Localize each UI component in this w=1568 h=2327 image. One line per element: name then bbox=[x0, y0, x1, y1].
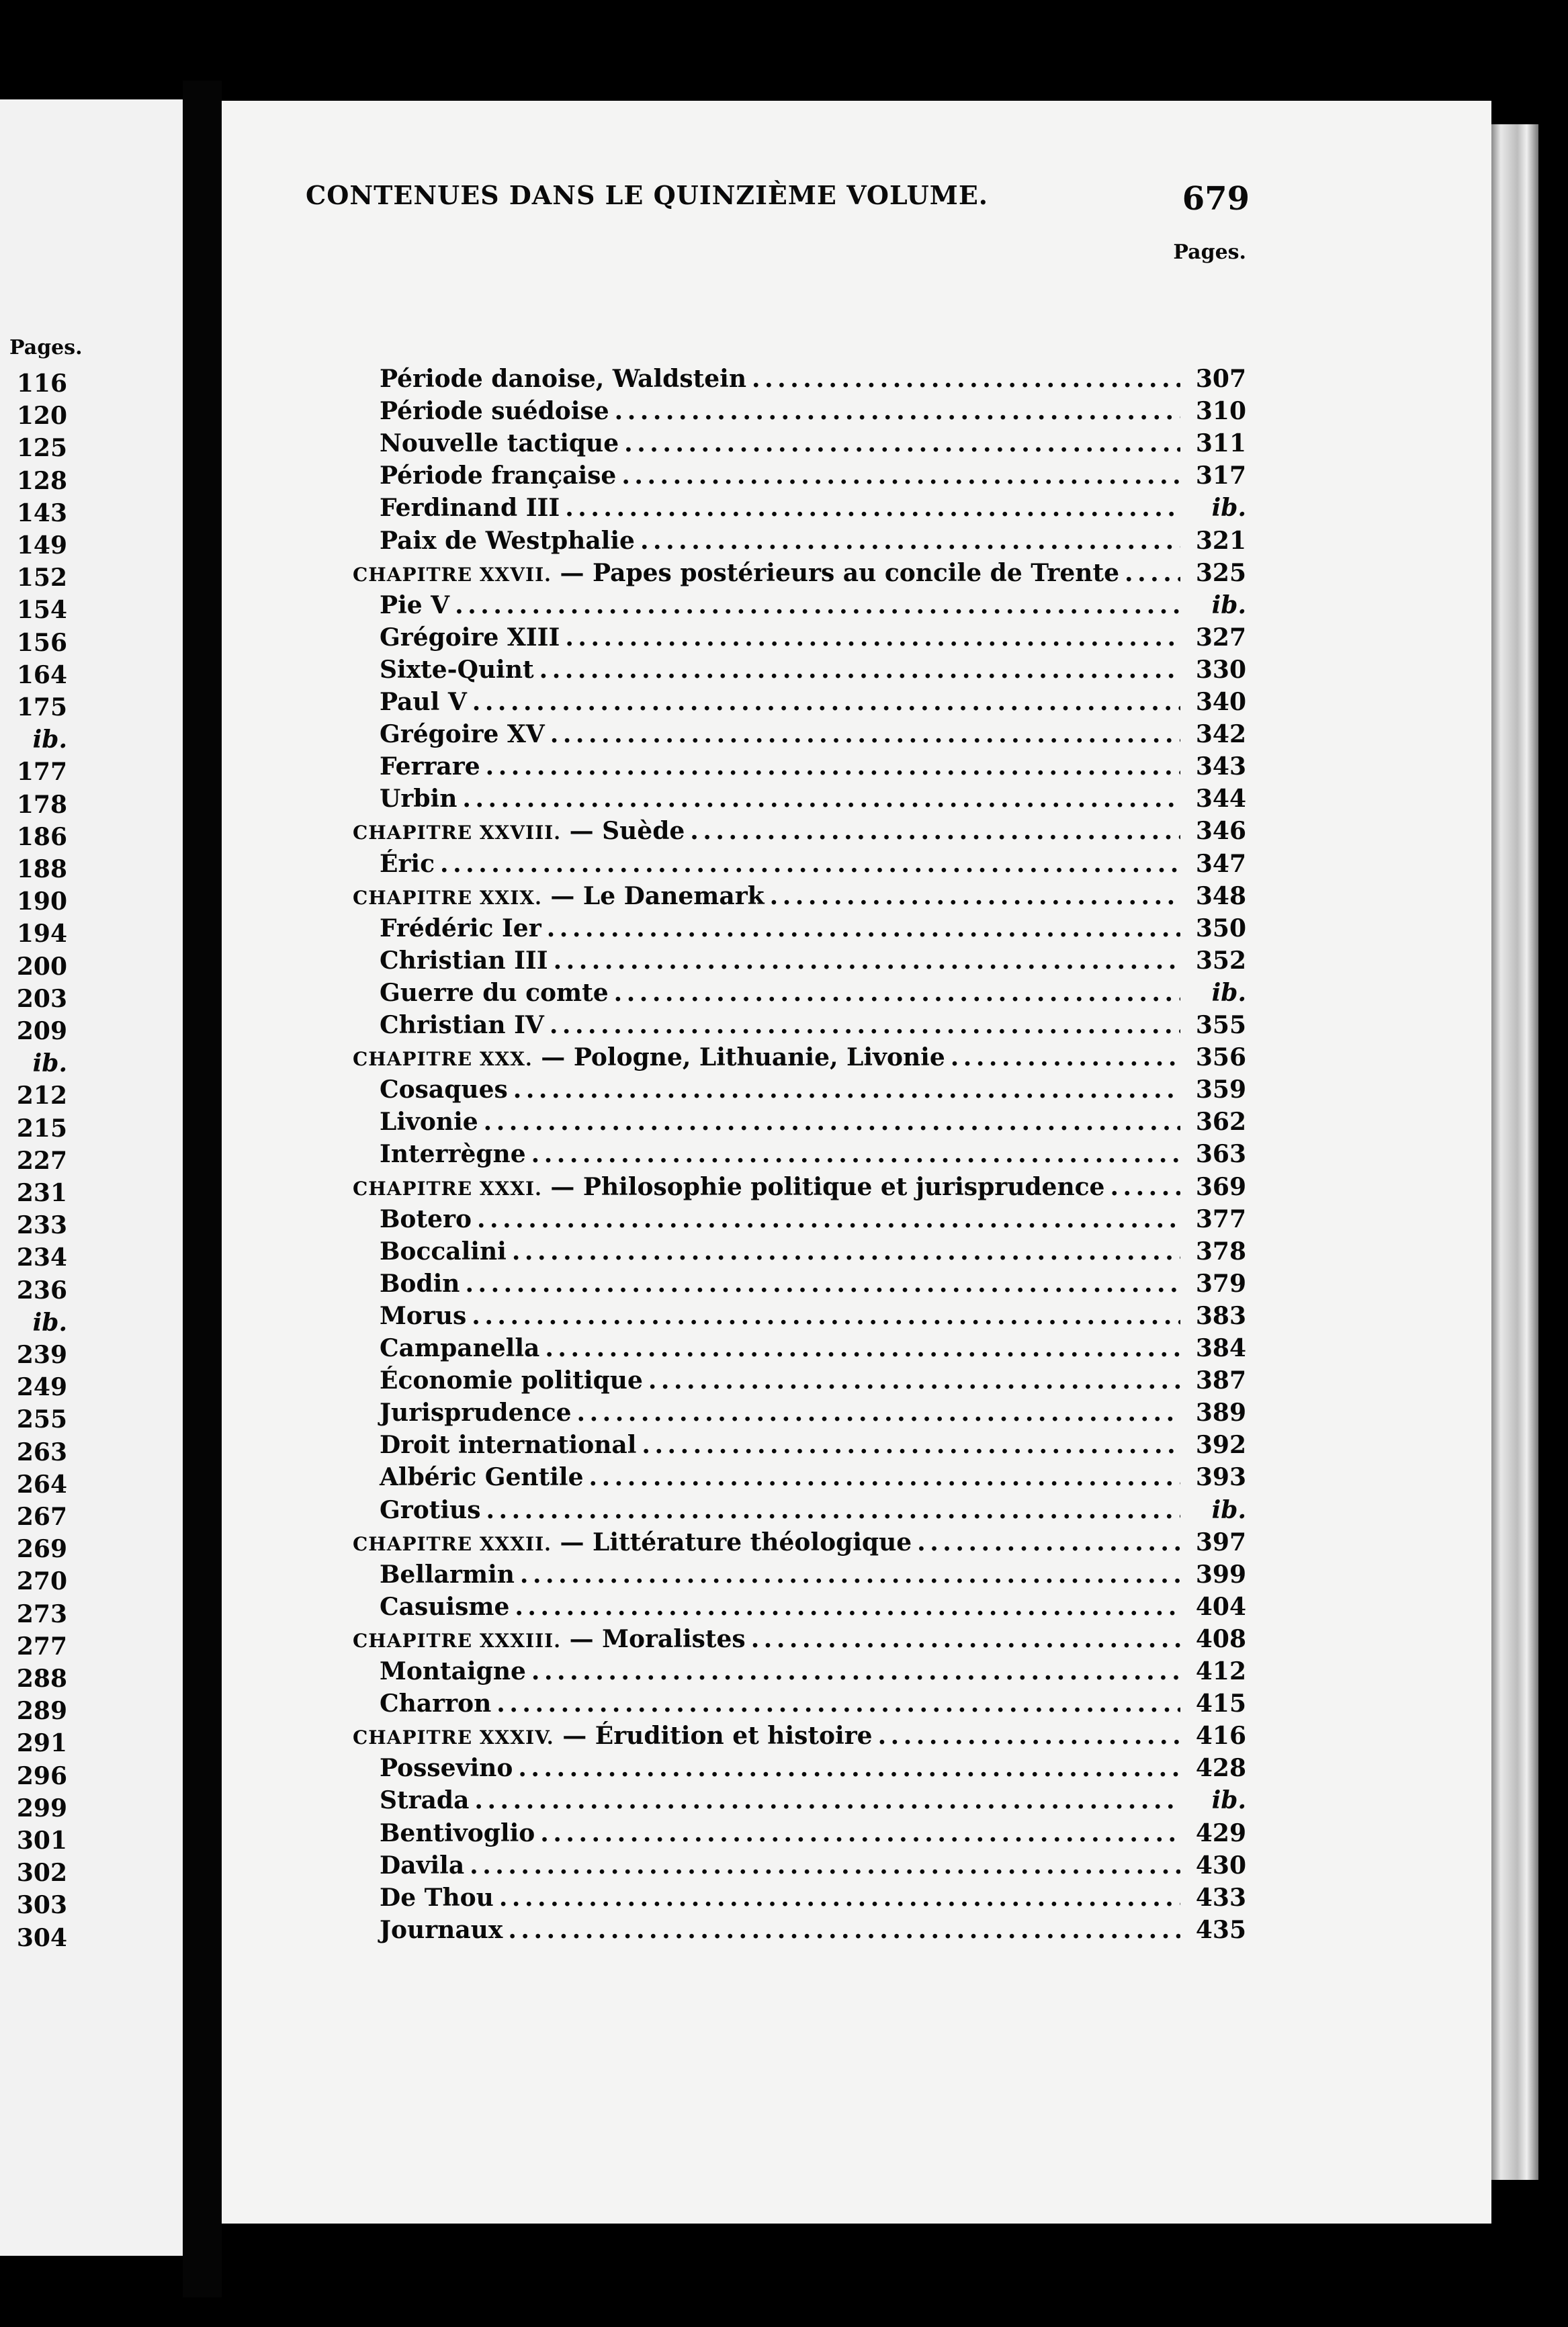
chapter-label bbox=[353, 557, 1119, 591]
left-page-number: 190 bbox=[16, 887, 67, 916]
toc-entry-row bbox=[380, 363, 1246, 395]
toc-entry-row bbox=[380, 1300, 1246, 1332]
entry-page-number: 415 bbox=[1195, 1689, 1246, 1718]
chapter-number: CHAPITRE XXIX. bbox=[353, 886, 542, 909]
dot-leader bbox=[518, 1752, 1180, 1784]
entry-page-number: 356 bbox=[1195, 1043, 1246, 1072]
entry-label: Albéric Gentile bbox=[380, 1463, 584, 1492]
chapter-number: CHAPITRE XXX. bbox=[353, 1048, 533, 1071]
left-page-number: 302 bbox=[16, 1859, 67, 1888]
chapter-label bbox=[353, 880, 765, 914]
entry-page-number: 362 bbox=[1195, 1108, 1246, 1137]
toc-entry-row bbox=[380, 750, 1246, 783]
toc-entry-row bbox=[380, 1849, 1246, 1882]
entry-page-number: 344 bbox=[1195, 785, 1246, 814]
entry-label: Casuisme bbox=[380, 1592, 510, 1621]
entry-page-number: ib. bbox=[1211, 1786, 1246, 1815]
entry-label: Paul V bbox=[380, 688, 467, 716]
entry-label: Ferdinand III bbox=[380, 494, 560, 523]
entry-label: Bodin bbox=[380, 1269, 460, 1298]
dot-leader bbox=[512, 1235, 1180, 1268]
left-page-number: 236 bbox=[16, 1276, 67, 1305]
chapter-number: CHAPITRE XXXIII. bbox=[353, 1629, 562, 1652]
toc-entry-row bbox=[380, 1138, 1246, 1170]
toc-entry-row bbox=[380, 492, 1246, 524]
left-page-number: 301 bbox=[16, 1827, 67, 1855]
chapter-title: — Pologne, Lithuanie, Livonie bbox=[541, 1043, 945, 1072]
entry-label: Morus bbox=[380, 1301, 467, 1330]
entry-page-number: 428 bbox=[1195, 1754, 1246, 1783]
left-page-number: ib. bbox=[32, 1049, 67, 1078]
toc-entry-row bbox=[380, 783, 1246, 815]
entry-label: Période danoise, Waldstein bbox=[380, 365, 746, 393]
entry-label: Guerre du comte bbox=[380, 978, 609, 1007]
left-page-number: 215 bbox=[16, 1114, 67, 1143]
dot-leader bbox=[486, 750, 1180, 783]
dot-leader bbox=[550, 1009, 1180, 1041]
entry-page-number: 399 bbox=[1195, 1560, 1246, 1589]
left-page-number: 178 bbox=[16, 790, 67, 819]
entry-page-number: 321 bbox=[1195, 526, 1246, 555]
entry-label: Charron bbox=[380, 1689, 492, 1718]
entry-page-number: 311 bbox=[1195, 429, 1246, 458]
entry-label: Strada bbox=[380, 1786, 470, 1815]
entry-label: Boccalini bbox=[380, 1237, 507, 1266]
dot-leader bbox=[878, 1720, 1180, 1752]
left-page-number: 212 bbox=[16, 1082, 67, 1110]
left-page-number: 299 bbox=[16, 1794, 67, 1823]
dot-leader bbox=[440, 848, 1180, 880]
toc-entry-row bbox=[380, 459, 1246, 492]
chapter-title: — Le Danemark bbox=[550, 881, 765, 910]
toc-entry-row bbox=[380, 1397, 1246, 1429]
left-pages-header: Pages. bbox=[9, 336, 83, 359]
toc-entry-row bbox=[380, 1461, 1246, 1493]
toc-entry-row bbox=[380, 1268, 1246, 1300]
chapter-label bbox=[353, 815, 685, 849]
entry-page-number: 384 bbox=[1195, 1334, 1246, 1362]
chapter-number: CHAPITRE XXVII. bbox=[353, 563, 552, 586]
pages-column-header: Pages. bbox=[1173, 240, 1246, 264]
toc-entry-row bbox=[380, 912, 1246, 945]
left-page-number: 143 bbox=[16, 498, 67, 527]
dot-leader bbox=[520, 1558, 1180, 1591]
left-page-number: 149 bbox=[16, 531, 67, 560]
left-page-number: 200 bbox=[16, 952, 67, 981]
dot-leader bbox=[614, 977, 1180, 1009]
entry-page-number: 340 bbox=[1195, 688, 1246, 716]
left-page-number: 288 bbox=[16, 1665, 67, 1693]
toc-chapter-row bbox=[353, 1041, 1246, 1073]
entry-page-number: 408 bbox=[1195, 1624, 1246, 1653]
entry-page-number: 359 bbox=[1195, 1075, 1246, 1104]
dot-leader bbox=[1110, 1171, 1180, 1203]
chapter-title: — Moralistes bbox=[569, 1624, 746, 1653]
dot-leader bbox=[540, 1817, 1180, 1849]
toc-entry-row bbox=[380, 1655, 1246, 1687]
entry-page-number: 355 bbox=[1195, 1011, 1246, 1039]
toc-entry-row bbox=[380, 848, 1246, 880]
chapter-number: CHAPITRE XXVIII. bbox=[353, 822, 562, 844]
entry-page-number: 352 bbox=[1195, 946, 1246, 975]
toc-chapter-row bbox=[353, 880, 1246, 912]
toc-entry-row bbox=[380, 1591, 1246, 1623]
toc-chapter-row bbox=[353, 1623, 1246, 1655]
entry-label: Grégoire XIII bbox=[380, 623, 560, 652]
dot-leader bbox=[554, 945, 1180, 977]
entry-page-number: 397 bbox=[1195, 1528, 1246, 1556]
entry-page-number: 310 bbox=[1195, 397, 1246, 426]
entry-label: Jurisprudence bbox=[380, 1399, 572, 1428]
dot-leader bbox=[770, 880, 1180, 912]
left-page-number: 116 bbox=[16, 369, 67, 398]
entry-page-number: ib. bbox=[1211, 978, 1246, 1007]
toc-entry-row bbox=[380, 1817, 1246, 1849]
dot-leader bbox=[690, 815, 1180, 847]
left-page-number: 270 bbox=[16, 1567, 67, 1596]
left-page-number: 188 bbox=[16, 855, 67, 883]
dot-leader bbox=[465, 1268, 1180, 1300]
entry-page-number: ib. bbox=[1211, 590, 1246, 619]
entry-label: Campanella bbox=[380, 1334, 540, 1362]
dot-leader bbox=[648, 1364, 1180, 1397]
toc-entry-row bbox=[380, 1752, 1246, 1784]
toc-chapter-row bbox=[353, 557, 1246, 589]
toc-entry-row bbox=[380, 1332, 1246, 1364]
dot-leader bbox=[477, 1203, 1180, 1235]
entry-page-number: 392 bbox=[1195, 1431, 1246, 1460]
toc-entry-row bbox=[380, 718, 1246, 750]
chapter-number: CHAPITRE XXXII. bbox=[353, 1532, 552, 1555]
entry-page-number: 307 bbox=[1195, 365, 1246, 393]
left-page-number: 164 bbox=[16, 660, 67, 689]
entry-page-number: 383 bbox=[1195, 1301, 1246, 1330]
toc-entry-row bbox=[380, 686, 1246, 718]
entry-label: Possevino bbox=[380, 1754, 513, 1783]
left-page-number: 156 bbox=[16, 628, 67, 657]
entry-label: Bellarmin bbox=[380, 1560, 515, 1589]
entry-page-number: 404 bbox=[1195, 1592, 1246, 1621]
entry-label: Christian IV bbox=[380, 1011, 544, 1039]
toc-entry-row bbox=[380, 1429, 1246, 1461]
chapter-number: CHAPITRE XXXI. bbox=[353, 1177, 542, 1200]
left-page-number: 263 bbox=[16, 1438, 67, 1466]
toc-entry-row bbox=[380, 1106, 1246, 1138]
entry-page-number: ib. bbox=[1211, 1495, 1246, 1524]
toc-entry-row bbox=[380, 1914, 1246, 1946]
entry-page-number: 387 bbox=[1195, 1366, 1246, 1395]
entry-label: Cosaques bbox=[380, 1075, 508, 1104]
entry-page-number: ib. bbox=[1211, 494, 1246, 523]
toc-entry-row bbox=[380, 945, 1246, 977]
toc-chapter-row bbox=[353, 1171, 1246, 1203]
left-page-number: 269 bbox=[16, 1535, 67, 1564]
entry-page-number: 369 bbox=[1195, 1172, 1246, 1201]
entry-label: De Thou bbox=[380, 1883, 494, 1912]
entry-page-number: 317 bbox=[1195, 462, 1246, 490]
left-page-number: 120 bbox=[16, 402, 67, 431]
chapter-number: CHAPITRE XXXIV. bbox=[353, 1726, 554, 1749]
left-page-number: 177 bbox=[16, 758, 67, 787]
left-page-number: 209 bbox=[16, 1017, 67, 1045]
entry-page-number: 342 bbox=[1195, 720, 1246, 749]
dot-leader bbox=[547, 912, 1180, 945]
chapter-title: — Papes postérieurs au concile de Trente bbox=[560, 558, 1120, 587]
left-page-number: 255 bbox=[16, 1405, 67, 1434]
chapter-label bbox=[353, 1720, 873, 1754]
entry-label: Pie V bbox=[380, 590, 450, 619]
toc-entry-row bbox=[380, 1882, 1246, 1914]
entry-label: Interrègne bbox=[380, 1140, 526, 1169]
entry-label: Paix de Westphalie bbox=[380, 526, 635, 555]
chapter-label bbox=[353, 1526, 912, 1561]
toc-entry-row bbox=[380, 395, 1246, 427]
left-page-number: 186 bbox=[16, 822, 67, 851]
dot-leader bbox=[545, 1332, 1180, 1364]
left-page-number: 227 bbox=[16, 1146, 67, 1175]
entry-page-number: 330 bbox=[1195, 655, 1246, 684]
entry-page-number: 346 bbox=[1195, 817, 1246, 846]
dot-leader bbox=[508, 1914, 1180, 1946]
toc-entry-row bbox=[380, 621, 1246, 654]
toc-entry-row bbox=[380, 525, 1246, 557]
dot-leader bbox=[1125, 557, 1180, 589]
toc-entry-row bbox=[380, 1687, 1246, 1720]
dot-leader bbox=[624, 427, 1180, 459]
dot-leader bbox=[550, 718, 1180, 750]
dot-leader bbox=[515, 1591, 1180, 1623]
entry-page-number: 393 bbox=[1195, 1463, 1246, 1492]
left-page-number: 264 bbox=[16, 1470, 67, 1499]
toc-entry-row bbox=[380, 1784, 1246, 1816]
dot-leader bbox=[752, 363, 1180, 395]
left-page-number: 304 bbox=[16, 1923, 67, 1952]
entry-label: Christian III bbox=[380, 946, 548, 975]
entry-page-number: 363 bbox=[1195, 1140, 1246, 1169]
toc-chapter-row bbox=[353, 1526, 1246, 1558]
entry-label: Sixte-Quint bbox=[380, 655, 534, 684]
left-page-number: 231 bbox=[16, 1179, 67, 1207]
entry-label: Livonie bbox=[380, 1108, 478, 1137]
entry-label: Ferrare bbox=[380, 752, 480, 781]
dot-leader bbox=[751, 1623, 1180, 1655]
left-page-number: 296 bbox=[16, 1761, 67, 1790]
entry-page-number: 429 bbox=[1195, 1818, 1246, 1847]
entry-label: Période suédoise bbox=[380, 397, 609, 426]
entry-label: Période française bbox=[380, 462, 617, 490]
dot-leader bbox=[640, 525, 1180, 557]
entry-label: Bentivoglio bbox=[380, 1818, 535, 1847]
left-page-number: ib. bbox=[32, 726, 67, 754]
left-page-number: 194 bbox=[16, 920, 67, 949]
left-page-number: 303 bbox=[16, 1891, 67, 1920]
entry-label: Nouvelle tactique bbox=[380, 429, 619, 458]
entry-label: Frédéric Ier bbox=[380, 914, 541, 942]
entry-page-number: 379 bbox=[1195, 1269, 1246, 1298]
chapter-label bbox=[353, 1623, 746, 1657]
entry-page-number: 389 bbox=[1195, 1399, 1246, 1428]
toc-entry-row bbox=[380, 1073, 1246, 1106]
toc-entry-row bbox=[380, 1558, 1246, 1591]
dot-leader bbox=[496, 1687, 1180, 1720]
dot-leader bbox=[455, 589, 1180, 621]
entry-page-number: 327 bbox=[1195, 623, 1246, 652]
entry-label: Droit international bbox=[380, 1431, 637, 1460]
dot-leader bbox=[470, 1849, 1180, 1882]
dot-leader bbox=[951, 1041, 1180, 1073]
toc-entry-row bbox=[380, 1203, 1246, 1235]
entry-label: Économie politique bbox=[380, 1366, 643, 1395]
dot-leader bbox=[615, 395, 1180, 427]
entry-page-number: 343 bbox=[1195, 752, 1246, 781]
left-page-number: ib. bbox=[32, 1308, 67, 1337]
chapter-label bbox=[353, 1041, 945, 1075]
dot-leader bbox=[577, 1397, 1180, 1429]
dot-leader bbox=[474, 1784, 1180, 1816]
entry-page-number: 377 bbox=[1195, 1204, 1246, 1233]
entry-page-number: 435 bbox=[1195, 1915, 1246, 1944]
left-page-number: 152 bbox=[16, 564, 67, 592]
running-head: CONTENUES DANS LE QUINZIÈME VOLUME. bbox=[306, 180, 989, 210]
left-page-number: 234 bbox=[16, 1243, 67, 1272]
entry-label: Grotius bbox=[380, 1495, 481, 1524]
dot-leader bbox=[462, 783, 1180, 815]
dot-leader bbox=[513, 1073, 1180, 1106]
toc-entry-row bbox=[380, 1235, 1246, 1268]
toc-entry-row bbox=[380, 1009, 1246, 1041]
toc-entry-row bbox=[380, 427, 1246, 459]
entry-label: Botero bbox=[380, 1204, 472, 1233]
left-page-number: 249 bbox=[16, 1373, 67, 1402]
chapter-label bbox=[353, 1171, 1104, 1205]
page-number: 679 bbox=[1182, 180, 1250, 218]
entry-page-number: 347 bbox=[1195, 849, 1246, 878]
left-page-number: 203 bbox=[16, 984, 67, 1013]
chapter-title: — Érudition et histoire bbox=[562, 1722, 873, 1751]
dot-leader bbox=[531, 1138, 1180, 1170]
toc-entry-row bbox=[380, 589, 1246, 621]
dot-leader bbox=[484, 1106, 1180, 1138]
left-page-number: 175 bbox=[16, 693, 67, 721]
left-page-number: 267 bbox=[16, 1503, 67, 1531]
dot-leader bbox=[621, 459, 1180, 492]
left-page-number: 233 bbox=[16, 1211, 67, 1240]
entry-label: Grégoire XV bbox=[380, 720, 545, 749]
dot-leader bbox=[486, 1494, 1180, 1526]
entry-page-number: 325 bbox=[1195, 558, 1246, 587]
dot-leader bbox=[499, 1882, 1180, 1914]
dot-leader bbox=[531, 1655, 1180, 1687]
left-page-number: 239 bbox=[16, 1341, 67, 1369]
dot-leader bbox=[472, 1300, 1180, 1332]
entry-page-number: 348 bbox=[1195, 881, 1246, 910]
entry-page-number: 433 bbox=[1195, 1883, 1246, 1912]
entry-page-number: 416 bbox=[1195, 1722, 1246, 1751]
left-page-number: 289 bbox=[16, 1697, 67, 1726]
left-page-number: 273 bbox=[16, 1599, 67, 1628]
entry-page-number: 430 bbox=[1195, 1851, 1246, 1880]
dot-leader bbox=[472, 686, 1180, 718]
entry-label: Urbin bbox=[380, 785, 458, 814]
entry-page-number: 378 bbox=[1195, 1237, 1246, 1266]
chapter-title: — Littérature théologique bbox=[560, 1528, 912, 1556]
entry-page-number: 412 bbox=[1195, 1657, 1246, 1685]
dot-leader bbox=[565, 621, 1180, 654]
entry-label: Éric bbox=[380, 849, 435, 878]
left-page-number: 154 bbox=[16, 596, 67, 625]
left-page-number: 125 bbox=[16, 434, 67, 463]
dot-leader bbox=[539, 654, 1180, 686]
dot-leader bbox=[642, 1429, 1180, 1461]
toc-entry-row bbox=[380, 1364, 1246, 1397]
chapter-title: — Suède bbox=[569, 817, 685, 846]
entry-page-number: 350 bbox=[1195, 914, 1246, 942]
toc-entry-row bbox=[380, 977, 1246, 1009]
dot-leader bbox=[589, 1461, 1181, 1493]
toc-entry-row bbox=[380, 654, 1246, 686]
toc-chapter-row bbox=[353, 1720, 1246, 1752]
left-page-number: 277 bbox=[16, 1632, 67, 1661]
left-page-number: 128 bbox=[16, 466, 67, 495]
toc-chapter-row bbox=[353, 815, 1246, 847]
entry-label: Davila bbox=[380, 1851, 465, 1880]
dot-leader bbox=[565, 492, 1180, 524]
entry-label: Journaux bbox=[380, 1915, 503, 1944]
entry-label: Montaigne bbox=[380, 1657, 526, 1685]
chapter-title: — Philosophie politique et jurisprudence bbox=[550, 1172, 1105, 1201]
left-page-number: 291 bbox=[16, 1729, 67, 1758]
dot-leader bbox=[917, 1526, 1180, 1558]
toc-entry-row bbox=[380, 1494, 1246, 1526]
